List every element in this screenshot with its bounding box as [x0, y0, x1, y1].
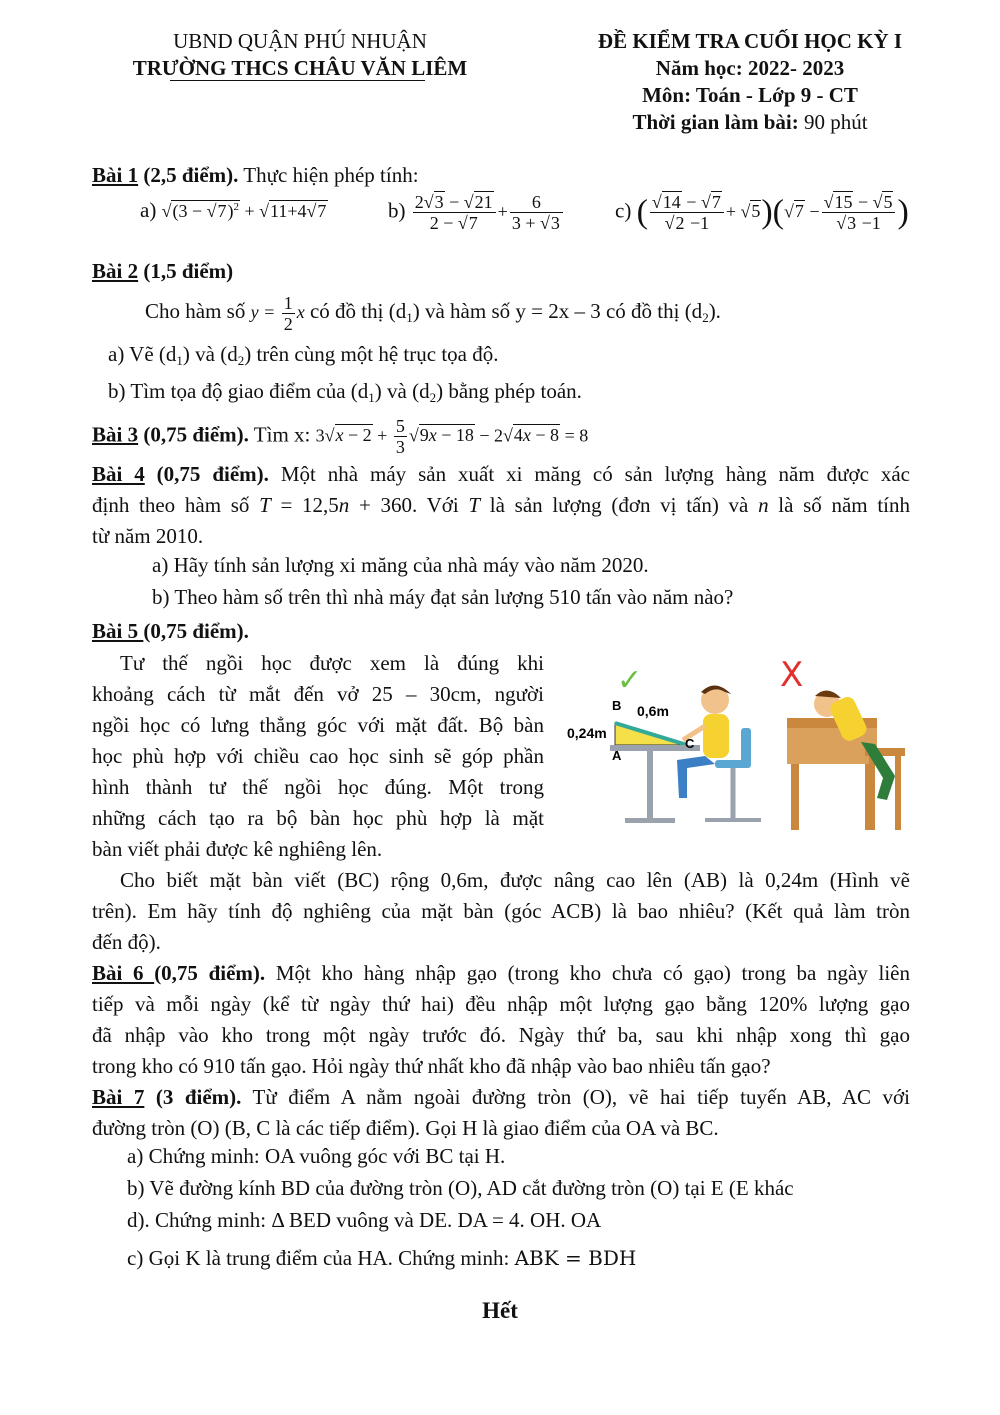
bai1-a [140, 198, 328, 223]
desk-foot [625, 818, 675, 823]
time-line [520, 109, 980, 136]
bai2-a: a) Vẽ $(d_1)$ và $(d_2)$ trên cùng một hệ trục tọa độ. [108, 342, 499, 368]
time-value: 90 phút [798, 110, 868, 134]
school-year: Năm học: 2022- 2023 [655, 56, 845, 80]
label-c: C [685, 736, 695, 751]
bai2-title: Bài 2 [92, 259, 139, 283]
bai2-b: b) Tìm tọa độ giao điểm của $(d_1)$ và $(d_2)$ bằng phép toán. [108, 379, 582, 405]
bai7-text1: Từ điểm A nằm ngoài đường tròn (O), vẽ hai tiếp tuyến AB, AC với [241, 1085, 910, 1109]
bai2-b-1: b) Tìm tọa độ giao điểm của (d [108, 379, 369, 403]
desk-leg [647, 751, 653, 821]
bai5-p1-l5: những cách tạo ra bộ bàn học phù hợp là mặt [92, 806, 544, 830]
end-marker: Hết [482, 1298, 518, 1323]
bai1-c: c) ( $\frac{√14 - √7}{√2 -1}$ + √5)(√7 − $\frac{√15 - √5}{√3 -1}$ ) [615, 192, 909, 233]
bai1-title: Bài 1 [92, 163, 139, 187]
bai1-points: (2,5 điểm). [138, 163, 239, 187]
bai7-line2: đường tròn (O) (B, C là các tiếp điểm). Gọi H là giao điểm của OA và BC. [92, 1116, 719, 1140]
school-underline [170, 80, 425, 81]
bai2-intro-mid2: ) và hàm số y = 2x – 3 có đồ thị (d [412, 299, 703, 323]
bai3-title: Bài 3 [92, 422, 139, 447]
bai2-a-1: a) Vẽ (d [108, 342, 177, 366]
bai5-p1-l6: bàn viết phải được kê nghiêng lên. [92, 837, 383, 861]
bai3-line: Bài 3 (0,75 điểm). Tìm x: 3√x − 2 + $\frac{5}{3}$ √9x − 18 − 2√4x − 8 = 8 [92, 416, 589, 457]
bai4-l2a: định theo hàm số [92, 493, 260, 517]
bai5-p2-l2: đến độ). [92, 930, 161, 954]
bai6-line4: trong kho có 910 tấn gạo. Hỏi ngày thứ nhất kho đã nhập vào bao nhiêu tấn gạo? [92, 1054, 771, 1078]
bai2-heading [92, 256, 910, 287]
bai4-l2b: . Với [412, 493, 469, 517]
bai7-c-text: c) Gọi K là trung điểm của HA. Chứng minh: [127, 1246, 515, 1270]
bai1-a-label: a) [140, 198, 157, 222]
wrong-desk-leg-left [791, 764, 799, 830]
bai7-b1: b) Vẽ đường kính BD của đường tròn (O), AD cắt đường tròn (O) tại E (E khác [127, 1176, 794, 1200]
bai6-text1: Một kho hàng nhập gạo (trong kho chưa có gạo) trong ba ngày liên [265, 961, 910, 985]
bai1-a-expr: $√(3 - √7)^2 + √11+4√7$ [161, 201, 327, 221]
label-a: A [612, 748, 622, 763]
bai4-a: a) Hãy tính sản lượng xi măng của nhà máy vào năm 2020. [152, 553, 649, 577]
bai3-equation: 3√x − 2 + [315, 425, 392, 446]
label-height: 0,24m [567, 725, 607, 741]
subject-line: Môn: Toán - Lớp 9 - CT [642, 83, 858, 107]
bai3-points: (0,75 điểm). [138, 422, 249, 447]
cross-mark: X [780, 655, 804, 695]
bai6-line3: đã nhập vào kho trong một ngày trước đó. Ngày thứ ba, sau khi nhập xong thì gạo [92, 1023, 910, 1047]
bai5-p1-l3: học phù hợp với chiều cao học sinh sẽ góp phần [92, 744, 544, 768]
bai4-points: (0,75 điểm). [144, 462, 269, 486]
bai6-title: Bài 6 [92, 961, 155, 985]
label-b: B [612, 698, 622, 713]
header-left [60, 28, 540, 82]
bai2-a-3: ) trên cùng một hệ trục tọa độ. [244, 342, 499, 366]
bai1-b: b) $\frac{2√3 - √21}{2 - √7}$ + $\frac{6}{3 + √3}$ [388, 192, 565, 233]
bai2-a-2: ) và (d [182, 342, 238, 366]
bai2-intro: Cho hàm số y = $\frac{1}{2}$ x có đồ thị $(d_1)$ và hàm số y = 2x – 3 có đồ thị $(d_2)$. [145, 292, 721, 334]
district-name: UBND QUẬN PHÚ NHUẬN [173, 29, 427, 53]
bai7-title: Bài 7 [92, 1085, 145, 1109]
bai5-heading [92, 616, 910, 647]
bai5-title: Bài 5 [92, 619, 144, 643]
bai1-text: Thực hiện phép tính: [238, 163, 419, 187]
student-legs [677, 756, 715, 798]
bai2-intro-end: ). [708, 299, 721, 323]
time-label: Thời gian làm bài: [632, 110, 799, 134]
bai6-points: (0,75 điểm). [154, 961, 266, 985]
bai7-a: a) Chứng minh: OA vuông góc với BC tại H. [127, 1144, 506, 1168]
school-name-text: TRƯỜNG THCS CHÂU VĂN LIÊM [132, 56, 468, 80]
bai1-c-frac1: $\frac{√14 - √7}{√2 -1}$ [650, 192, 724, 233]
chair-back [741, 728, 751, 764]
bai7-c-math: ABK = BDH [514, 1246, 637, 1270]
bai2-b-2: ) và (d [374, 379, 430, 403]
check-mark: ✓ [617, 663, 643, 698]
bai4-b: b) Theo hàm số trên thì nhà máy đạt sản lượng 510 tấn vào năm nào? [152, 585, 734, 609]
label-width: 0,6m [637, 703, 669, 719]
bai6-line1 [92, 958, 910, 989]
student-body [703, 714, 729, 758]
bai5-p2-l0: Cho biết mặt bàn viết (BC) rộng 0,6m, được nâng cao lên (AB) là 0,24m (Hình vẽ [120, 868, 910, 892]
bai4-text1: Một nhà máy sản xuất xi măng có sản lượng hàng năm được xác [268, 462, 910, 486]
bai6-line2: tiếp và mỗi ngày (kể từ ngày thứ hai) đều nhập một lượng gạo bằng 120% lượng gạo [92, 992, 910, 1016]
bai3-text: Tìm x: [248, 422, 316, 447]
wrong-chair-leg-2 [895, 756, 901, 830]
bai7-c [127, 1246, 636, 1271]
bai4-title: Bài 4 [92, 462, 145, 486]
header-right [520, 28, 980, 136]
bai1-b-frac2: $\frac{6}{3 + √3}$ [510, 192, 563, 233]
bai1-b-label: b) [388, 198, 406, 223]
bai1-c-label: c) [615, 198, 632, 223]
bai2-b-3: ) bằng phép toán. [436, 379, 582, 403]
bai5-p1-l0: Tư thế ngồi học được xem là đúng khi [120, 651, 544, 675]
bai4-line3: từ năm 2010. [92, 524, 204, 548]
bai5-points: (0,75 điểm). [143, 619, 249, 643]
bai5-p2-l1: trên). Em hãy tính độ nghiêng của mặt bàn (góc ACB) là bao nhiêu? (Kết quả làm tròn [92, 899, 910, 923]
bai4-line2: định theo hàm số T = 12,5n + 360. Với T là sản lượng (đơn vị tấn) và n là số năm tính [92, 493, 911, 517]
bai7-line1 [92, 1082, 910, 1113]
bai1-c-frac2: $\frac{√15 - √5}{√3 -1}$ [822, 192, 896, 233]
bai5-p1-l4: hình thành tư thế ngồi học đúng. Một trong [92, 775, 544, 799]
bai7-b2: d). Chứng minh: Δ BED vuông và DE. DA = 4. OH. OA [127, 1208, 602, 1232]
bai2-intro-pre: Cho hàm số [145, 299, 251, 323]
bai1-b-frac1: $\frac{2√3 - √21}{2 - √7}$ [413, 192, 496, 233]
bai7-points: (3 điểm). [144, 1085, 242, 1109]
school-name [60, 55, 540, 82]
wrong-chair-leg-1 [869, 756, 875, 830]
bai4-line1 [92, 459, 910, 490]
bai2-frac: $\frac{1}{2}$ [283, 292, 293, 334]
exam-title: ĐỀ KIỂM TRA CUỐI HỌC KỲ I [597, 29, 903, 53]
bai5-p1-l2: ngồi học có lưng thẳng góc với mặt đất. Bộ bàn [92, 713, 544, 737]
bai4-l2d: là số năm tính [768, 493, 911, 517]
bai2-points: (1,5 điểm) [138, 259, 234, 283]
desk-posture-illustration [565, 648, 910, 836]
bai2-intro-mid: có đồ thị (d [304, 299, 407, 323]
bai4-l2c: là sản lượng (đơn vị tấn) và [480, 493, 759, 517]
bai5-p1-l1: khoảng cách từ mắt đến vở 25 – 30cm, người [92, 682, 544, 706]
bai1-heading [92, 160, 910, 191]
